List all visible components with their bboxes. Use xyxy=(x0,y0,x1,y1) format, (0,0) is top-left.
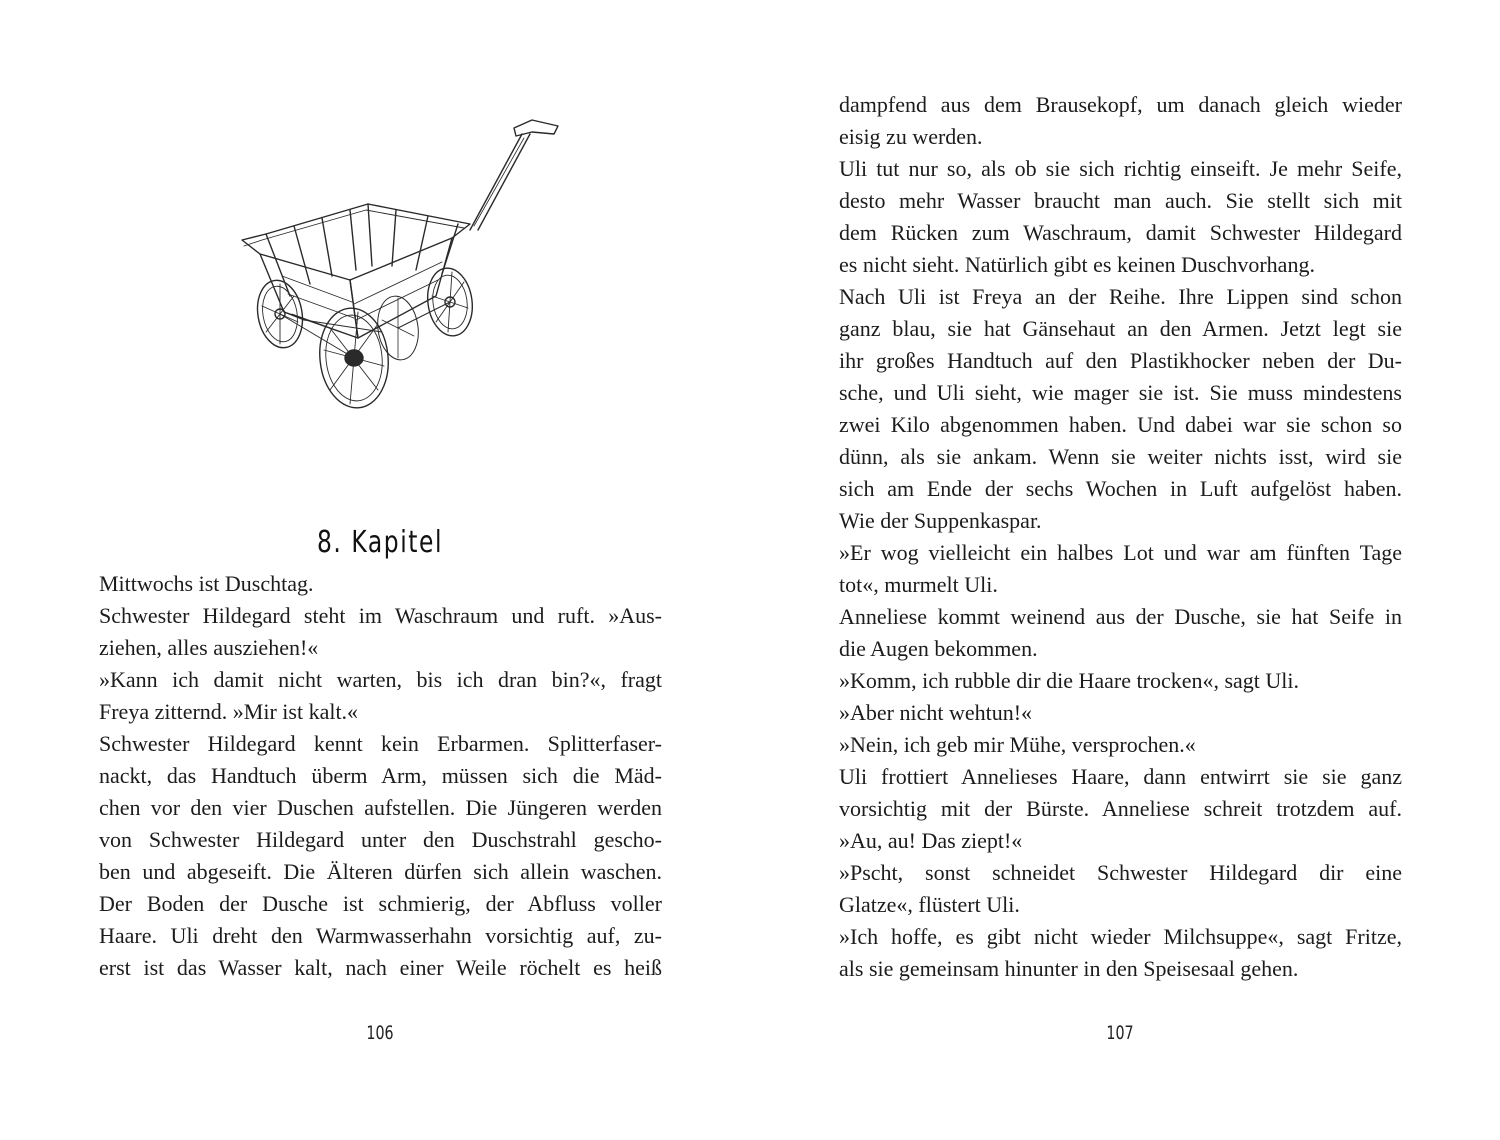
text-line: »Au, au! Das ziept!« xyxy=(839,828,1023,853)
text-line: »Ich hoffe, es gibt nicht wieder Milchsuppe«, sagt Fritze, xyxy=(839,924,1402,949)
text-line: tot«, murmelt Uli. xyxy=(839,572,998,597)
text-line: nackt, das Handtuch überm Arm, müssen sich die Mäd- xyxy=(99,763,662,788)
text-line: ihr großes Handtuch auf den Plastikhocker neben der Du- xyxy=(839,348,1402,373)
text-line: erst ist das Wasser kalt, nach einer Weile röchelt es heiß xyxy=(99,955,662,980)
text-line: es nicht sieht. Natürlich gibt es keinen Duschvorhang. xyxy=(839,252,1315,277)
text-line: ganz blau, sie hat Gänsehaut an den Armen. Jetzt legt sie xyxy=(839,316,1402,341)
text-line: die Augen bekommen. xyxy=(839,636,1038,661)
text-line: ben und abgeseift. Die Älteren dürfen sich allein waschen. xyxy=(99,859,662,884)
right-body-text xyxy=(839,89,1402,985)
text-line: Schwester Hildegard steht im Waschraum und ruft. »Aus- xyxy=(99,603,662,628)
text-line: »Pscht, sonst schneidet Schwester Hildegard dir eine xyxy=(839,860,1402,885)
text-line: »Aber nicht wehtun!« xyxy=(839,700,1033,725)
text-line: »Er wog vielleicht ein halbes Lot und war am fünften Tage xyxy=(839,540,1402,565)
page-number: 106 xyxy=(366,1022,394,1044)
page-number: 107 xyxy=(1106,1022,1134,1044)
text-line: dem Rücken zum Waschraum, damit Schwester Hildegard xyxy=(839,220,1402,245)
text-line: »Nein, ich geb mir Mühe, versprochen.« xyxy=(839,732,1196,757)
chapter-title: 8. Kapitel xyxy=(316,524,444,560)
left-body-text xyxy=(99,568,662,984)
text-line: von Schwester Hildegard unter den Duschstrahl gescho- xyxy=(99,827,662,852)
text-line: zwei Kilo abgenommen haben. Und dabei war sie schon so xyxy=(839,412,1402,437)
handcart-illustration xyxy=(232,106,564,412)
text-line: Mittwochs ist Duschtag. xyxy=(99,571,314,596)
text-line: Uli frottiert Annelieses Haare, dann entwirrt sie sie ganz xyxy=(839,764,1402,789)
text-line: Der Boden der Dusche ist schmierig, der Abfluss voller xyxy=(99,891,662,916)
text-line: Glatze«, flüstert Uli. xyxy=(839,892,1020,917)
text-line: vorsichtig mit der Bürste. Anneliese schreit trotzdem auf. xyxy=(839,796,1402,821)
right-page xyxy=(750,0,1500,1140)
text-line: eisig zu werden. xyxy=(839,124,983,149)
text-line: Uli tut nur so, als ob sie sich richtig einseift. Je mehr Seife, xyxy=(839,156,1402,181)
text-line: Anneliese kommt weinend aus der Dusche, sie hat Seife in xyxy=(839,604,1402,629)
text-line: Freya zitternd. »Mir ist kalt.« xyxy=(99,699,359,724)
text-line: desto mehr Wasser braucht man auch. Sie stellt sich mit xyxy=(839,188,1402,213)
text-line: Nach Uli ist Freya an der Reihe. Ihre Lippen sind schon xyxy=(839,284,1402,309)
text-line: ziehen, alles ausziehen!« xyxy=(99,635,319,660)
text-line: Wie der Suppenkaspar. xyxy=(839,508,1042,533)
text-line: »Kann ich damit nicht warten, bis ich dran bin?«, fragt xyxy=(99,667,662,692)
text-line: als sie gemeinsam hinunter in den Speisesaal gehen. xyxy=(839,956,1299,981)
text-line: sich am Ende der sechs Wochen in Luft aufgelöst haben. xyxy=(839,476,1402,501)
text-line: sche, und Uli sieht, wie mager sie ist. Sie muss mindestens xyxy=(839,380,1402,405)
text-line: »Komm, ich rubble dir die Haare trocken«, sagt Uli. xyxy=(839,668,1300,693)
text-line: dampfend aus dem Brausekopf, um danach gleich wieder xyxy=(839,92,1402,117)
text-line: dünn, als sie ankam. Wenn sie weiter nichts isst, wird sie xyxy=(839,444,1402,469)
text-line: Haare. Uli dreht den Warmwasserhahn vorsichtig auf, zu- xyxy=(99,923,662,948)
text-line: Schwester Hildegard kennt kein Erbarmen. Splitterfaser- xyxy=(99,731,662,756)
text-line: chen vor den vier Duschen aufstellen. Die Jüngeren werden xyxy=(99,795,662,820)
